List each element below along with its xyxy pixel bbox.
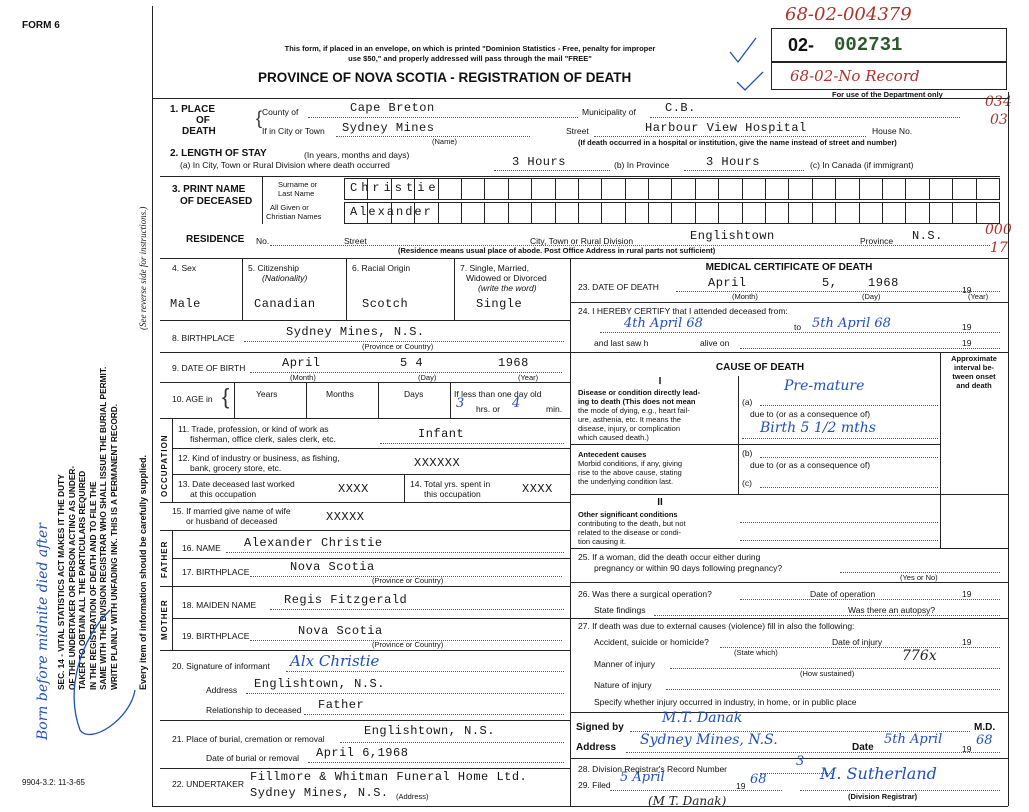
surname-boxes xyxy=(344,178,1000,200)
pregnancy-hint: (Yes or No) xyxy=(900,573,938,582)
operation-19: 19 xyxy=(962,589,972,599)
municipality-value: C.B. xyxy=(665,101,696,115)
residence-province-label: Province xyxy=(860,236,894,246)
check-mark-icon-2 xyxy=(735,70,765,94)
death-day-hint: (Day) xyxy=(862,292,881,301)
bottom-border xyxy=(152,806,1008,807)
last-worked-value: XXXX xyxy=(338,482,369,496)
left-border xyxy=(152,6,153,806)
attended-to: 5th April 68 xyxy=(812,316,891,331)
direct-cause-label-3: the mode of dying, e.g., heart fail- xyxy=(578,406,690,415)
years-spent-label-2: this occupation xyxy=(424,489,481,499)
interval-label: Approximate xyxy=(951,354,997,363)
reference-number: 68-02-004379 xyxy=(785,4,912,25)
age-hours-label: hrs. or xyxy=(476,404,501,414)
county-label: County of xyxy=(262,107,299,117)
residence-street-label: Street xyxy=(344,236,367,246)
birthplace-label: 8. BIRTHPLACE xyxy=(172,333,235,343)
form-label: FORM 6 xyxy=(22,20,60,31)
birthplace-hint: (Province or Country) xyxy=(362,342,434,351)
municipality-label: Municipality of xyxy=(582,107,636,117)
statute-note: SEC. 14 - VITAL STATISTICS ACT MAKES IT THE DUTY OF THE UNDERTAKER OR PERSON ACTING AS UNDER- TAKER TO OBTAIN ALL THE PARTICULARS REQUIRED IN THE REGISTRATION OF DEATH AND TO FILE THE SAME WITH THE DIVISION REGISTRAR WHO SHALL ISSUE THE BURIAL PERMIT. WRITE PLAINLY WITH UNFADING INK. THIS IS A PERMANENT RECORD. xyxy=(56,366,119,690)
industry-value: XXXXXX xyxy=(414,456,461,470)
stay-a-value: 3 Hours xyxy=(512,155,566,169)
registration-prefix: 02- xyxy=(788,35,815,55)
division-record-label: 28. Division Registrar's Record Number xyxy=(578,764,728,774)
specify-label: Specify whether injury occurred in industry, in home, or in public place xyxy=(594,697,857,707)
record-box xyxy=(771,62,1007,90)
physician-address: Sydney Mines, N.S. xyxy=(640,732,778,748)
cause-a-label: (a) xyxy=(742,397,753,407)
stay-b-value: 3 Hours xyxy=(706,155,760,169)
surname-label: Surname or xyxy=(278,180,318,189)
physician-year: 68 xyxy=(976,733,993,748)
check-mark-icon xyxy=(728,36,758,66)
citizenship-label: 5. Citizenship xyxy=(248,263,300,273)
residence-label: RESIDENCE xyxy=(186,234,245,245)
informant-address: Englishtown, N.S. xyxy=(254,677,385,691)
mother-maiden-name: Regis Fitzgerald xyxy=(284,593,408,607)
stay-a-label: (a) In City, Town or Rural Division where death occurred xyxy=(180,160,390,170)
years-spent-label: 14. Total yrs. spent in xyxy=(410,479,491,489)
margin-code-3: 000 xyxy=(985,222,1012,238)
how-sustained-hint: (How sustained) xyxy=(800,669,855,678)
physician-signature: M.T. Danak xyxy=(662,710,743,726)
marital-label-2: Widowed or Divorced xyxy=(466,273,547,283)
given-label-2: Christian Names xyxy=(266,212,322,221)
death-date-day: 5, xyxy=(822,276,838,290)
direct-cause-label-4: ure, asthenia, etc. It means the xyxy=(578,415,681,424)
cause-a2-value: Birth 5 1/2 mths xyxy=(760,420,876,436)
age-months-label: Months xyxy=(326,389,354,399)
length-hint: (In years, months and days) xyxy=(304,150,410,160)
death-date-19: 19 xyxy=(962,285,972,295)
given-boxes xyxy=(344,202,1000,224)
last-worked-label-2: at this occupation xyxy=(190,489,257,499)
postal-notice-line-1: This form, if placed in an envelope, on which is printed "Dominion Statistics - Free, penalty for improper xyxy=(284,44,656,53)
spouse-label: 15. If married give name of wife xyxy=(172,506,291,516)
trade-label-2: fisherman, office clerk, sales clerk, etc. xyxy=(190,434,336,444)
residence-city: Englishtown xyxy=(690,229,775,243)
undertaker-label: 22. UNDERTAKER xyxy=(172,779,244,789)
spouse-value: XXXXX xyxy=(326,510,365,524)
sex-value: Male xyxy=(170,297,201,311)
division-record-value: 3 xyxy=(796,754,805,769)
informant-address-label: Address xyxy=(206,685,238,695)
handwritten-margin-note: Born before midnite died after xyxy=(35,523,51,740)
other-conditions-label-3: related to the disease or condi- xyxy=(578,528,681,537)
column-divider xyxy=(570,258,571,806)
undertaker-address-hint: (Address) xyxy=(396,792,429,801)
other-conditions-label: Other significant conditions xyxy=(578,510,678,519)
surname-value: Christie xyxy=(350,181,440,195)
cause-part-1: I xyxy=(658,376,662,387)
house-label: House No. xyxy=(872,126,913,136)
informant-signature: Alx Christie xyxy=(290,652,380,670)
filed-year: 68 xyxy=(750,772,767,787)
dob-year: 1968 xyxy=(498,356,529,370)
father-name: Alexander Christie xyxy=(244,536,383,550)
mother-birthplace-hint: (Province or Country) xyxy=(372,640,444,649)
dob-month: April xyxy=(282,356,321,370)
hospital-hint: (If death occurred in a hospital or institution, give the name instead of street and number) xyxy=(578,138,897,147)
registration-number: 002731 xyxy=(834,34,903,56)
due-to-label-1: due to (or as a consequence of) xyxy=(750,409,871,419)
alive-19: 19 xyxy=(962,338,972,348)
margin-code-2: 03 xyxy=(990,112,1008,128)
dept-use-note: For use of the Department only xyxy=(832,90,943,99)
occupation-section-label: OCCUPATION xyxy=(160,434,169,497)
sex-label: 4. Sex xyxy=(172,263,197,273)
residence-province: N.S. xyxy=(912,229,943,243)
marital-label: 7. Single, Married, xyxy=(460,263,529,273)
other-conditions-label-2: contributing to the death, but not xyxy=(578,519,686,528)
father-birthplace-label: 17. BIRTHPLACE xyxy=(182,567,250,577)
dob-day: 5 4 xyxy=(400,356,424,370)
residence-hint: (Residence means usual place of abode. Post Office Address in rural parts not sufficient) xyxy=(398,246,716,255)
cause-header: CAUSE OF DEATH xyxy=(715,362,805,373)
cause-a-value: Pre-mature xyxy=(784,378,865,394)
street-label: Street xyxy=(566,126,589,136)
other-conditions-label-4: tion causing it. xyxy=(578,537,626,546)
findings-label: State findings xyxy=(594,605,646,615)
trade-label: 11. Trade, profession, or kind of work as xyxy=(178,424,329,434)
burial-place: Englishtown, N.S. xyxy=(364,724,495,738)
last-saw-label: and last saw h xyxy=(594,338,649,348)
manner-value: 776x xyxy=(902,648,937,664)
reverse-side-note: (See reverse side for instructions.) xyxy=(138,206,148,330)
burial-date-label: Date of burial or removal xyxy=(206,753,300,763)
relationship-value: Father xyxy=(318,698,365,712)
spouse-label-2: or husband of deceased xyxy=(186,516,278,526)
age-years-label: Years xyxy=(256,389,278,399)
citizenship-value: Canadian xyxy=(254,297,316,311)
given-label: All Given or xyxy=(270,203,309,212)
margin-code-1: 034 xyxy=(985,94,1012,110)
age-minutes-label: min. xyxy=(546,404,563,414)
age-minutes: 4 xyxy=(512,396,521,411)
citizenship-hint: (Nationality) xyxy=(262,273,308,283)
father-birthplace-hint: (Province or Country) xyxy=(372,576,444,585)
father-section-label: FATHER xyxy=(160,540,169,578)
street-value: Harbour View Hospital xyxy=(645,121,807,135)
top-border xyxy=(152,98,1008,99)
nature-label: Nature of injury xyxy=(594,680,652,690)
given-value: Alexander xyxy=(350,205,433,219)
registrar-signature: M. Sutherland xyxy=(820,764,937,783)
attended-19: 19 xyxy=(962,322,972,332)
father-birthplace: Nova Scotia xyxy=(290,560,375,574)
signed-by-label: Signed by xyxy=(576,722,624,733)
father-name-label: 16. NAME xyxy=(182,543,221,553)
autopsy-label: Was there an autopsy? xyxy=(848,605,936,615)
antecedent-label-4: the underlying condition last. xyxy=(578,477,674,486)
cause-c-label: (c) xyxy=(742,478,752,488)
interval-label-4: and death xyxy=(956,381,992,390)
burial-place-label: 21. Place of burial, cremation or removal xyxy=(172,734,325,744)
physician-date: 5th April xyxy=(884,732,943,747)
residence-no-label: No. xyxy=(256,236,270,246)
print-name-label: 3. PRINT NAME xyxy=(172,184,246,195)
medical-header: MEDICAL CERTIFICATE OF DEATH xyxy=(705,262,873,273)
age-less-label: If less than one day old xyxy=(454,389,542,399)
direct-cause-label-6: which caused death.) xyxy=(578,433,649,442)
cause-b-label: (b) xyxy=(742,448,753,458)
residence-city-label: City, Town or Rural Division xyxy=(530,236,634,246)
interval-label-3: tween onset xyxy=(952,372,996,381)
age-label: 10. AGE in xyxy=(172,394,213,404)
birthplace-value: Sydney Mines, N.S. xyxy=(286,325,425,339)
filed-date: 5 April xyxy=(620,770,665,785)
place-of-label: OF xyxy=(196,115,210,126)
attended-from: 4th April 68 xyxy=(624,316,703,331)
city-name-hint: (Name) xyxy=(432,137,458,146)
county-value: Cape Breton xyxy=(350,101,435,115)
mother-birthplace-label: 19. BIRTHPLACE xyxy=(182,631,250,641)
certify-label: 24. I HEREBY CERTIFY that I attended deceased from: xyxy=(578,306,788,316)
surname-label-2: Last Name xyxy=(278,189,315,198)
age-brace: { xyxy=(222,384,230,409)
filed-label: 29. Filed xyxy=(578,780,611,790)
undertaker-address: Sydney Mines, N.S. xyxy=(250,786,389,800)
attended-to-label: to xyxy=(794,322,802,332)
death-date-year: 1968 xyxy=(868,276,899,290)
interval-label-2: interval be- xyxy=(953,363,994,372)
state-which-hint: (State which) xyxy=(734,648,778,657)
mother-section-label: MOTHER xyxy=(160,599,169,640)
form-title: PROVINCE OF NOVA SCOTIA - REGISTRATION OF DEATH xyxy=(258,70,632,85)
informant-signature-label: 20. Signature of informant xyxy=(172,661,270,671)
physician-date-label: Date xyxy=(852,742,874,753)
registration-number-box xyxy=(771,28,1007,62)
filed-19: 19 xyxy=(736,781,746,791)
cause-part-2: II xyxy=(657,497,663,508)
direct-cause-label-5: disease, injury, or complication xyxy=(578,424,680,433)
marital-value: Single xyxy=(476,297,523,311)
antecedent-label-2: Morbid conditions, if any, giving xyxy=(578,459,683,468)
antecedent-label-3: rise to the above cause, stating xyxy=(578,468,682,477)
right-border xyxy=(1008,92,1009,806)
dob-year-hint: (Year) xyxy=(518,373,539,382)
stay-c-label: (c) In Canada (if immigrant) xyxy=(810,160,914,170)
marital-hint: (write the word) xyxy=(478,283,537,293)
postal-notice-line-2: use $50," and properly addressed will pass through the mail "FREE" xyxy=(348,54,592,63)
operation-date-label: Date of operation xyxy=(810,589,876,599)
direct-cause-label-2: ing to death (This does not mean xyxy=(578,397,696,406)
racial-value: Scotch xyxy=(362,297,409,311)
care-note: Every item of information should be carefully supplied. xyxy=(138,454,148,690)
accident-label: Accident, suicide or homicide? xyxy=(594,637,709,647)
mother-birthplace: Nova Scotia xyxy=(298,624,383,638)
injury-19: 19 xyxy=(962,637,972,647)
antecedent-label: Antecedent causes xyxy=(578,450,647,459)
margin-code-4: 17 xyxy=(990,240,1008,256)
dob-day-hint: (Day) xyxy=(418,373,437,382)
manner-label: Manner of injury xyxy=(594,659,655,669)
md-label: M.D. xyxy=(974,722,996,733)
death-date-month: April xyxy=(708,276,747,290)
injury-date-label: Date of injury xyxy=(832,637,883,647)
record-handwritten: 68-02-No Record xyxy=(790,67,920,85)
industry-label: 12. Kind of industry or business, as fishing, xyxy=(178,453,340,463)
surgery-label: 26. Was there a surgical operation? xyxy=(578,589,712,599)
mother-maiden-label: 18. MAIDEN NAME xyxy=(182,600,257,610)
dob-label: 9. DATE OF BIRTH xyxy=(172,363,246,373)
last-worked-label: 13. Date deceased last worked xyxy=(178,479,295,489)
margin-scribble xyxy=(60,600,140,750)
trade-value: Infant xyxy=(418,427,465,441)
death-year-hint: (Year) xyxy=(968,292,989,301)
city-value: Sydney Mines xyxy=(342,121,435,135)
pregnancy-label: 25. If a woman, did the death occur either during xyxy=(578,552,761,562)
racial-label: 6. Racial Origin xyxy=(352,263,411,273)
relationship-label: Relationship to deceased xyxy=(206,705,302,715)
dob-month-hint: (Month) xyxy=(290,373,316,382)
due-to-label-2: due to (or as a consequence of) xyxy=(750,460,871,470)
physician-address-label: Address xyxy=(576,742,617,753)
place-label: 1. PLACE xyxy=(170,104,216,115)
physician-19: 19 xyxy=(962,744,972,754)
burial-date: April 6,1968 xyxy=(316,746,409,760)
external-causes-label: 27. If death was due to external causes (violence) fill in also the following: xyxy=(578,621,855,631)
registrar-label: (Division Registrar) xyxy=(848,792,918,801)
age-days-label: Days xyxy=(404,389,424,399)
place-brace: { xyxy=(256,108,263,128)
stay-b-label: (b) In Province xyxy=(614,160,670,170)
undertaker-name: Fillmore & Whitman Funeral Home Ltd. xyxy=(250,770,528,784)
printed-physician-name: (M T. Danak) xyxy=(648,794,727,808)
industry-label-2: bank, grocery store, etc. xyxy=(190,463,282,473)
place-death-label: DEATH xyxy=(182,126,216,137)
city-label: If in City or Town xyxy=(262,126,325,136)
years-spent-value: XXXX xyxy=(522,482,553,496)
form-code: 9904-3.2: 11-3-65 xyxy=(22,778,86,787)
direct-cause-label: Disease or condition directly lead- xyxy=(578,388,701,397)
alive-on-label: alive on xyxy=(700,338,730,348)
death-month-hint: (Month) xyxy=(732,292,758,301)
age-hours: 3 xyxy=(456,396,465,411)
length-of-stay-label: 2. LENGTH OF STAY xyxy=(170,148,267,159)
of-deceased-label: OF DECEASED xyxy=(180,196,253,207)
death-date-label: 23. DATE OF DEATH xyxy=(578,282,659,292)
pregnancy-label-2: pregnancy or within 90 days following pregnancy? xyxy=(594,563,783,573)
